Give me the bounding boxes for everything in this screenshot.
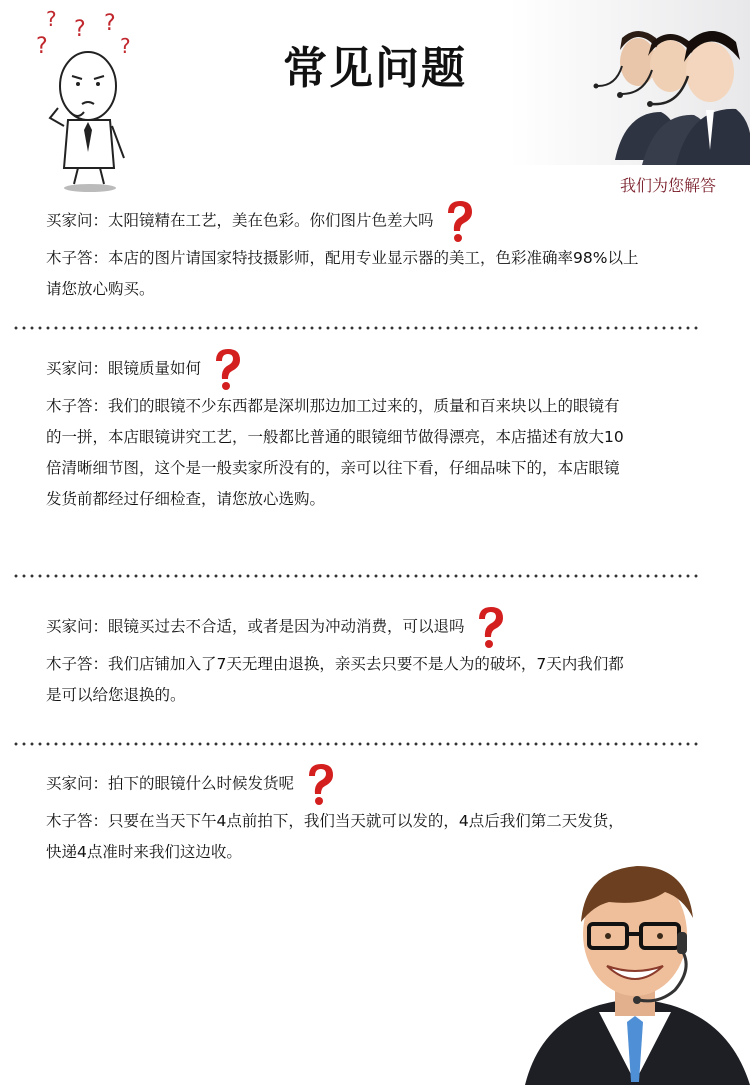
faq-answer-line: 木子答：我们的眼镜不少东西都是深圳那边加工过来的，质量和百来块以上的眼镜有 xyxy=(46,397,620,415)
faq-question: 买家问：太阳镜精在工艺，美在色彩。你们图片色差大吗 xyxy=(46,199,746,243)
faq-answer-line: 请您放心购买。 xyxy=(46,280,155,298)
svg-text:?: ? xyxy=(104,11,116,36)
question-mark-icon xyxy=(303,762,337,806)
svg-text:?: ? xyxy=(74,17,86,42)
support-man-icon xyxy=(515,862,750,1085)
faq-item xyxy=(46,199,746,305)
faq-answer-line: 木子答：只要在当天下午4点前拍下，我们当天就可以发的，4点后我们第二天发货， xyxy=(46,812,624,830)
faq-answer-line: 快递4点准时来我们这边收。 xyxy=(46,843,242,861)
page-title: 常见问题 xyxy=(283,43,467,94)
svg-text:?: ? xyxy=(46,8,57,31)
dotted-divider xyxy=(12,574,702,578)
faq-question: 买家问：眼镜买过去不合适，或者是因为冲动消费，可以退吗 xyxy=(46,605,746,649)
dotted-divider xyxy=(12,742,702,746)
faq-answer-line: 木子答：我们店铺加入了7天无理由退换，亲买去只要不是人为的破坏，7天内我们都 xyxy=(46,655,624,673)
faq-question: 买家问：眼镜质量如何 xyxy=(46,347,746,391)
faq-answer-line: 的一拼，本店眼镜讲究工艺，一般都比普通的眼镜细节做得漂亮，本店描述有放大10 xyxy=(46,428,624,446)
faq-answer-line: 木子答：本店的图片请国家特技摄影师，配用专业显示器的美工，色彩准确率98%以上 xyxy=(46,249,639,267)
customer-service-agents-icon xyxy=(510,0,750,165)
svg-text:?: ? xyxy=(36,34,48,59)
faq-item xyxy=(46,762,746,868)
question-mark-icon xyxy=(210,347,244,391)
faq-answer-line: 是可以给您退换的。 xyxy=(46,686,186,704)
svg-text:?: ? xyxy=(120,34,131,58)
agents-caption: 我们为您解答 xyxy=(620,176,717,195)
question-mark-icon xyxy=(442,199,476,243)
faq-answer-line: 发货前都经过仔细检查，请您放心选购。 xyxy=(46,490,326,508)
faq-item xyxy=(46,347,746,515)
faq-item xyxy=(46,605,746,711)
question-mark-icon xyxy=(473,605,507,649)
faq-question: 买家问：拍下的眼镜什么时候发货呢 xyxy=(46,762,746,806)
faq-answer-line: 倍清晰细节图，这个是一般卖家所没有的，亲可以往下看，仔细品味下的，本店眼镜 xyxy=(46,459,620,477)
dotted-divider xyxy=(12,326,702,330)
